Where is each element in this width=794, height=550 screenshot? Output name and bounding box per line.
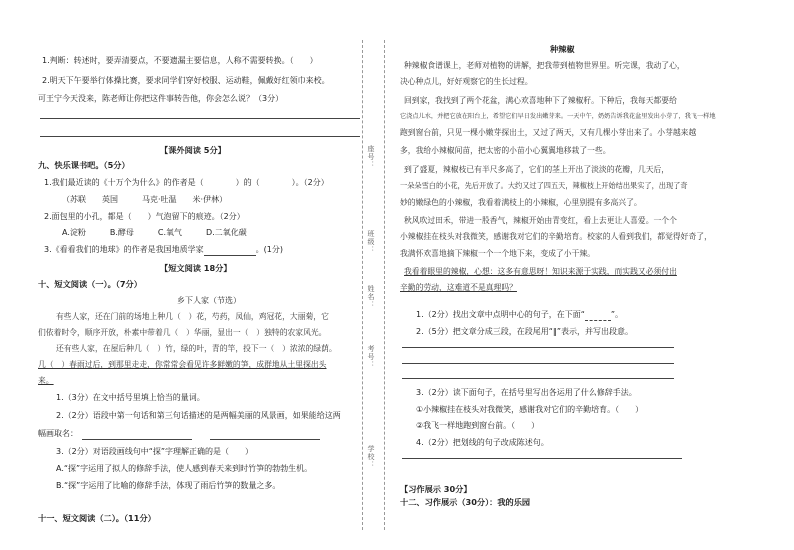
passage2-line: 种辣椒食谱课上，老师对植物的讲解，把我带到植物世界里。听完课，我动了心， [404,61,685,70]
name-label: 姓名： [367,285,375,309]
q10-3-option-b: B.“探”字运用了比喻的修辞手法，体现了雨后竹笋的数量之多。 [56,481,281,490]
q8-judge: 1.判断：转述时，要弄清要点，不要遗漏主要信息，人称不需要转换。（ ） [42,56,318,65]
rq4: 4.（2分）把划线的句子改成陈述句。 [416,438,549,447]
passage1-underlined-line: 几（ ）春雨过后，到那里走走，你常常会看见许多鲜嫩的笋，成群地从土里探出头 [38,360,327,369]
answer-line[interactable] [40,118,360,119]
passage2-line: 我满怀欢喜地摘下辣椒一个一个地下来，变成了小干辣。 [400,249,595,258]
passage1-title: 乡下人家（节选） [177,296,241,305]
rq1-text: 1.（2分）找出文章中点明中心的句子，在下面“ [416,310,585,319]
q9-2-options: A.淀粉 B.酵母 C.氧气 D.二氧化碳 [62,228,247,237]
passage2-line: 秋风吹过田禾，带进一股香气，辣椒开始由青变红，看上去更让人喜爱。一个个 [404,216,677,225]
section-extracurricular: 【课外阅读 5分】 [160,145,226,155]
q8-relay-line1: 2.明天下午要举行体操比赛，要求同学们穿好校服、运动鞋，佩戴好红领巾来校。 [42,76,330,85]
answer-line[interactable] [402,378,674,379]
q10-2-line1: 2.（2分）语段中第一句话和第三句话描述的是两幅美丽的风景画，如果能给这两 [56,411,341,420]
rq1-underline-mark [585,309,611,321]
q10-title: 十、短文阅读（一）。（7分） [38,279,142,289]
q9-1-options: （苏联 英国 马克·吐温 米·伊林） [62,195,228,204]
q10-1: 1.（3分）在文中括号里填上恰当的量词。 [56,393,205,402]
q10-3-option-a: A.“探”字运用了拟人的修辞手法，使人感到春天来到时竹笋的勃勃生机。 [56,464,313,473]
class-label: 班级： [367,230,375,254]
q9-3 [44,244,283,256]
exam-number-label: 考号： [367,345,375,369]
passage2-line [404,266,677,277]
answer-line[interactable] [402,363,674,364]
passage2-line: 到了盛夏，辣椒枝已有半尺多高了，它们的茎上开出了淡淡的花瓣，几天后， [404,165,670,174]
passage2-line: 一朵朵雪白的小花，先后开放了。大约又过了四五天，辣椒枝上开始结出果实了，出现了奇 [400,181,688,190]
rq1-end: ”。 [610,310,624,319]
rq1 [416,309,623,321]
passage2-line: 它浇点儿水，并把它放在阳台上，希望它们早日发出嫩芽来。一天中午，奶奶告诉我花盆里发出小芽了，我飞一样地 [400,113,716,120]
rq3-sentence-2: ②我飞一样地跑到窗台前。（ ） [416,421,540,430]
passage2-line: 妙的嫩绿色的小辣椒，我看着满枝上的小辣椒，心里别提有多高兴了。 [400,198,642,207]
passage2-underlined-text: 我看着眼里的辣椒，心想：这多有意思呀！知识来源于实践，而实践又必须付出 [404,267,677,276]
passage1-line: 有些人家，还在门前的场地上种几（ ）花，芍药，凤仙，鸡冠花，大丽菊，它 [56,312,329,321]
q10-2-blank-1[interactable] [82,428,192,440]
rq2: 2.（5分）把文章分成三段，在段尾用“‖”表示，并写出段意。 [416,327,634,336]
passage2-title: 种辣椒 [550,44,575,54]
answer-line[interactable] [402,458,682,459]
q9-1: 1.我们最近读的《十万个为什么》的作者是（ ）的（ ）。（2分） [44,178,329,187]
answer-line[interactable] [402,347,674,348]
passage2-underlined-text: 辛勤的劳动，这难道不是真理吗？ [400,283,517,292]
q9-2: 2.面包里的小孔，都是（ ）气泡留下的痕迹。（2分） [44,212,245,221]
q8-relay-line2: 可王宁今天没来，陈老师让你把这件事转告他，你会怎么说？（3分） [38,94,284,103]
q9-3-score: 。(1分) [255,245,283,254]
q11-title: 十一、短文阅读（二）。（11分） [38,513,156,523]
passage2-line: 回到家，我找到了两个花盆，满心欢喜地种下了辣椒籽。下种后，我每天都要给 [404,96,677,105]
rq3-sentence-1: ①小辣椒挂在枝头对我微笑，感谢我对它们的辛勤培育。（ ） [416,405,644,414]
q10-2-line2 [38,428,320,440]
q9-title: 九、快乐课书吧。（5分） [38,160,130,170]
seat-number-label: 座号： [367,145,375,169]
passage2-line: 多，我给小辣椒间苗，把太密的小苗小心翼翼地移栽了一些。 [400,146,611,155]
passage1-line: 还有些人家，在屋后种几（ ）竹，绿的叶，青的竿，投下一（ ）浓浓的绿荫。 [56,344,337,353]
binding-dashed-line [362,40,363,530]
q10-2-blank-2[interactable] [210,428,320,440]
rq3: 3.（2分）读下面句子，在括号里写出各运用了什么修辞手法。 [416,388,637,397]
passage1-line: 们依着时令，顺序开放，朴素中带着几（ ）华丽，显出一（ ）独特的农家风光。 [38,328,327,337]
passage1-line: 来。 [38,376,54,385]
section-writing: 【习作展示 30分】 [400,484,472,494]
passage2-line: 跑到窗台前，只见一棵小嫩芽探出土，又过了两天，又有几棵小芽出来了。小芽越来越 [400,128,697,137]
answer-line[interactable] [40,136,360,137]
q10-2-label: 幅画取名： [38,429,78,438]
school-label: 学校： [367,445,375,469]
q9-3-blank[interactable] [204,244,256,256]
section-short-reading: 【短文阅读 18分】 [160,263,232,273]
q12-title: 十二、习作展示（30分）：我的乐园 [400,497,531,507]
binding-dashed-line [384,40,385,530]
q10-3: 3.（2分）对语段画线句中“探”字理解正确的是（ ） [56,447,254,456]
passage2-line: 决心种点儿，好好观察它的生长过程。 [400,77,533,86]
q9-3-text: 3.《看看我们的地球》的作者是我国地质学家 [44,245,204,254]
passage2-line: 小辣椒挂在枝头对我微笑，感谢我对它们的辛勤培育。校家的人看到我们，都觉得好奇了， [400,232,712,241]
